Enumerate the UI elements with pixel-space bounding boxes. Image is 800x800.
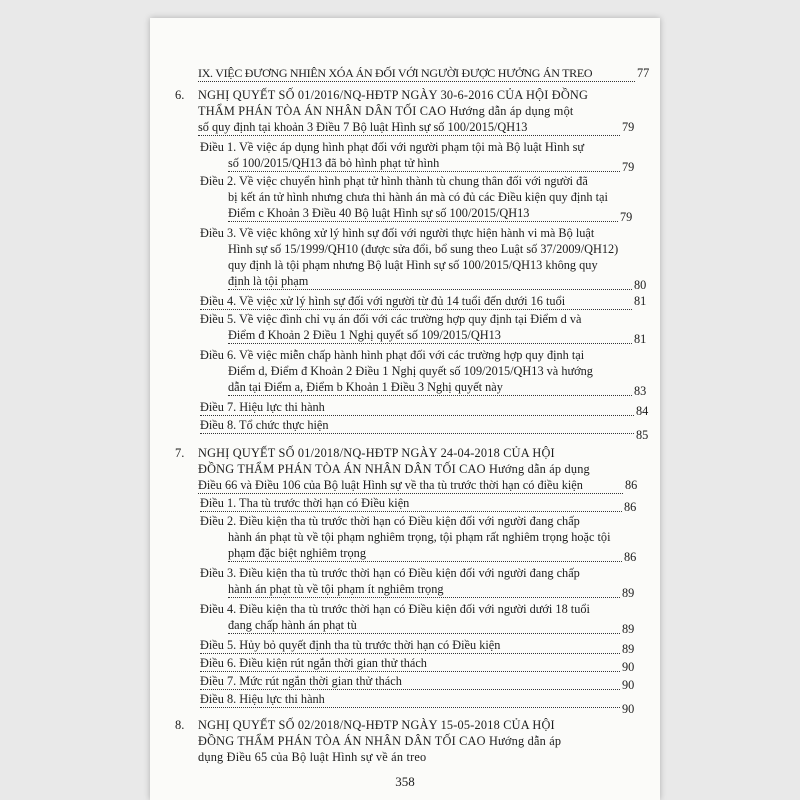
section-heading-line: NGHỊ QUYẾT SỐ 01/2016/NQ-HĐTP NGÀY 30-6-2016 CỦA HỘI ĐỒNG <box>198 88 589 102</box>
toc-item-line: Điều 5. Hủy bỏ quyết định tha tù trước thời hạn có Điều kiện <box>200 638 501 652</box>
toc-item-line: Điểm đ Khoản 2 Điều 1 Nghị quyết số 109/2015/QH13 <box>228 328 501 342</box>
toc-item-line: đang chấp hành án phạt tù <box>228 618 357 632</box>
toc-page-number: 89 <box>622 586 635 600</box>
toc-item-line: Điều 4. Về việc xử lý hình sự đối với người từ đủ 14 tuổi đến dưới 16 tuổi <box>200 294 566 308</box>
toc-page-number: 83 <box>634 384 647 398</box>
toc-item-line: định là tội phạm <box>228 274 309 288</box>
toc-page-number: 77 <box>637 66 650 80</box>
toc-item-line: Điều 3. Về việc không xử lý hình sự đối với người thực hiện hành vi mà Bộ luật <box>200 226 595 240</box>
toc-item-line: Điều 6. Điều kiện rút ngắn thời gian thử thách <box>200 656 427 670</box>
section-heading-line: số quy định tại khoản 3 Điều 7 Bộ luật Hình sự số 100/2015/QH13 <box>198 120 528 134</box>
toc-item-line: Điều 3. Điều kiện tha tù trước thời hạn có Điều kiện đối với người đang chấp <box>200 566 580 580</box>
section-number: 8. <box>175 718 185 732</box>
section-heading-line: THẨM PHÁN TÒA ÁN NHÂN DÂN TỐI CAO Hướng dẫn áp dụng một <box>198 104 574 118</box>
toc-item-line: Điều 2. Về việc chuyển hình phạt tử hình thành tù chung thân đối với người đã <box>200 174 588 188</box>
toc-page-number: 80 <box>634 278 647 292</box>
toc-item-line: Hình sự số 15/1999/QH10 (được sửa đổi, bổ sung theo Luật số 37/2009/QH12) <box>228 242 619 256</box>
section-heading-line: NGHỊ QUYẾT SỐ 01/2018/NQ-HĐTP NGÀY 24-04-2018 CỦA HỘI <box>198 446 555 460</box>
toc-item-line: hành án phạt tù về tội phạm nghiêm trọng, tội phạm rất nghiêm trọng hoặc tội <box>228 530 611 544</box>
toc-page-number: 85 <box>636 428 649 442</box>
toc-page-number: 86 <box>624 550 637 564</box>
toc-page-number: 90 <box>622 660 635 674</box>
toc-page-number: 81 <box>634 332 647 346</box>
toc-item-line: Điều 6. Về việc miễn chấp hành hình phạt đối với các trường hợp quy định tại <box>200 348 585 362</box>
section-heading-line: Điều 66 và Điều 106 của Bộ luật Hình sự về tha tù trước thời hạn có điều kiện <box>198 478 583 492</box>
toc-item-line: hành án phạt tù về tội phạm ít nghiêm trọng <box>228 582 444 596</box>
toc-item-line: Điều 7. Mức rút ngắn thời gian thử thách <box>200 674 402 688</box>
section-heading-line: dụng Điều 65 của Bộ luật Hình sự về án treo <box>198 750 427 764</box>
toc-item-line: Điều 7. Hiệu lực thi hành <box>200 400 325 414</box>
toc-entry-text: IX. VIỆC ĐƯƠNG NHIÊN XÓA ÁN ĐỐI VỚI NGƯỜI ĐƯỢC HƯỞNG ÁN TREO <box>198 66 593 80</box>
toc-item-line: Điểm d, Điểm đ Khoản 2 Điều 1 Nghị quyết số 109/2015/QH13 và hướng <box>228 364 593 378</box>
toc-page-number: 79 <box>622 120 635 134</box>
toc-item-line: dẫn tại Điểm a, Điểm b Khoản 1 Điều 3 Nghị quyết này <box>228 380 503 394</box>
toc-page-number: 79 <box>622 160 635 174</box>
section-heading-line: ĐỒNG THẨM PHÁN TÒA ÁN NHÂN DÂN TỐI CAO Hướng dẫn áp <box>198 734 562 748</box>
toc-item-line: Điều 5. Về việc đình chỉ vụ án đối với các trường hợp quy định tại Điểm d và <box>200 312 582 326</box>
toc-page-number: 86 <box>624 500 637 514</box>
toc-page-number: 89 <box>622 622 635 636</box>
toc-page-number: 81 <box>634 294 647 308</box>
toc-page-number: 84 <box>636 404 649 418</box>
toc-item-line: Điều 2. Điều kiện tha tù trước thời hạn có Điều kiện đối với người đang chấp <box>200 514 580 528</box>
toc-item-line: Điều 8. Tổ chức thực hiện <box>200 418 329 432</box>
toc-item-line: Điều 1. Về việc áp dụng hình phạt đối với người phạm tội mà Bộ luật Hình sự <box>200 140 585 154</box>
toc-page-number: 89 <box>622 642 635 656</box>
toc-item-line: quy định là tội phạm nhưng Bộ luật Hình sự số 100/2015/QH13 không quy <box>228 258 598 272</box>
toc-item-line: số 100/2015/QH13 đã bỏ hình phạt tử hình <box>228 156 440 170</box>
toc-item-line: Điều 8. Hiệu lực thi hành <box>200 692 325 706</box>
toc-item-line: Điểm c Khoản 3 Điều 40 Bộ luật Hình sự số 100/2015/QH13 <box>228 206 530 220</box>
section-number: 7. <box>175 446 185 460</box>
toc-page-number: 79 <box>620 210 633 224</box>
section-heading-line: ĐỒNG THẨM PHÁN TÒA ÁN NHÂN DÂN TỐI CAO Hướng dẫn áp dụng <box>198 462 590 476</box>
toc-item-line: phạm đặc biệt nghiêm trọng <box>228 546 366 560</box>
section-number: 6. <box>175 88 185 102</box>
book-page <box>150 18 660 800</box>
toc-item-line: Điều 1. Tha tù trước thời hạn có Điều kiện <box>200 496 410 510</box>
toc-item-line: bị kết án tử hình nhưng chưa thi hành án mà có đủ các Điều kiện quy định tại <box>228 190 608 204</box>
toc-page-number: 90 <box>622 678 635 692</box>
toc-page-number: 90 <box>622 702 635 716</box>
toc-page-number: 86 <box>625 478 638 492</box>
toc-item-line: Điều 4. Điều kiện tha tù trước thời hạn có Điều kiện đối với người dưới 18 tuổi <box>200 602 590 616</box>
page-number: 358 <box>395 774 415 789</box>
section-heading-line: NGHỊ QUYẾT SỐ 02/2018/NQ-HĐTP NGÀY 15-05-2018 CỦA HỘI <box>198 718 555 732</box>
